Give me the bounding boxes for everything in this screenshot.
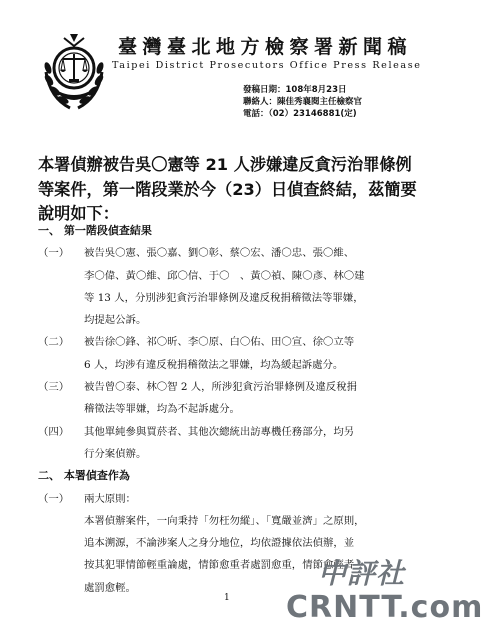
item-line: 李〇偉、黃〇維、邱〇信、于〇 、黃〇禎、陳〇彥、林〇建 — [84, 269, 365, 282]
paragraph-line: 按其犯罪情節輕重論處，情節愈重者處罰愈重，情節愈輕者 — [84, 559, 355, 572]
item-line: 其他單純參與買菸者、其他次總統出訪專機任務部分，均另 — [84, 425, 355, 438]
press-release-title: 臺灣臺北地方檢察署新聞稿 — [118, 36, 413, 58]
paragraph-line: 追本溯源，不論涉案人之身分地位，均依證據依法偵辦，並 — [84, 537, 355, 550]
item-number: （三） — [38, 381, 70, 394]
item-number: （四） — [38, 425, 70, 438]
item-text — [84, 376, 428, 421]
item-line: 稽徵法等罪嫌，均為不起訴處分。 — [84, 403, 240, 416]
item-line: 被告徐〇鋒、祁〇昕、李〇原、白〇佑、田〇宣、徐〇立等 — [84, 336, 355, 349]
lead-line: 說明如下： — [38, 204, 119, 223]
item-line: 兩大原則： — [84, 492, 136, 505]
document-body — [38, 220, 428, 599]
item-line: 被告曾〇泰、林〇智 2 人，所涉犯貪污治罪條例及違反稅捐 — [84, 381, 357, 394]
lead-line: 等案件，第一階段業於今（23）日偵查終結，茲簡要 — [38, 179, 417, 199]
list-item — [38, 421, 428, 466]
lead-paragraph — [38, 153, 423, 227]
release-phone: 電話：（02）23146881(定) — [243, 109, 357, 119]
page-number: 1 — [224, 593, 230, 603]
item-line: 行分案偵辦。 — [84, 447, 147, 460]
item-text — [84, 331, 428, 376]
paragraph-line: 本署偵辦案件，一向秉持「勿枉勿縱」、「寬嚴並濟」之原則， — [84, 514, 365, 527]
list-item — [38, 331, 428, 376]
item-text — [84, 488, 428, 510]
press-release-subtitle: Taipei District Prosecutors Office Press Release — [112, 60, 422, 71]
list-item — [38, 376, 428, 421]
watermark-chinese: 中評社 — [318, 557, 406, 590]
list-item — [38, 242, 428, 331]
list-item — [38, 488, 428, 510]
item-line: 均提起公訴。 — [84, 314, 147, 327]
lead-line: 本署偵辦被告吳〇憲等 21 人涉嫌違反貪污治罪條例 — [38, 155, 412, 174]
section-heading-actions: 二、 本署偵查作為 — [38, 469, 130, 483]
item-text — [84, 421, 428, 466]
release-date: 發稿日期：108年8月23日 — [243, 85, 347, 95]
item-text — [84, 242, 428, 331]
paragraph-line: 處罰愈輕。 — [84, 581, 136, 594]
watermark-english: CRNTT.com — [286, 590, 483, 625]
item-number: （二） — [38, 336, 70, 349]
indent-spacer — [38, 510, 84, 599]
release-contact: 聯絡人：陳佳秀襄閱主任檢察官 — [243, 97, 363, 107]
item-line: 6 人，均涉有違反稅捐稽徵法之罪嫌，均為緩起訴處分。 — [84, 358, 344, 371]
item-number: （一） — [38, 492, 70, 505]
item-number: （一） — [38, 247, 70, 260]
item-line: 被告吳〇憲、張〇嘉、劉〇彰、蔡〇宏、潘〇忠、張〇維、 — [84, 247, 355, 260]
section-heading-results: 一、 第一階段偵查結果 — [38, 224, 152, 237]
release-meta-block — [243, 84, 443, 120]
prosecutors-emblem-icon — [40, 28, 108, 124]
item-line: 等 13 人，分別涉犯貪污治罪條例及違反稅捐稽徵法等罪嫌， — [84, 291, 364, 304]
